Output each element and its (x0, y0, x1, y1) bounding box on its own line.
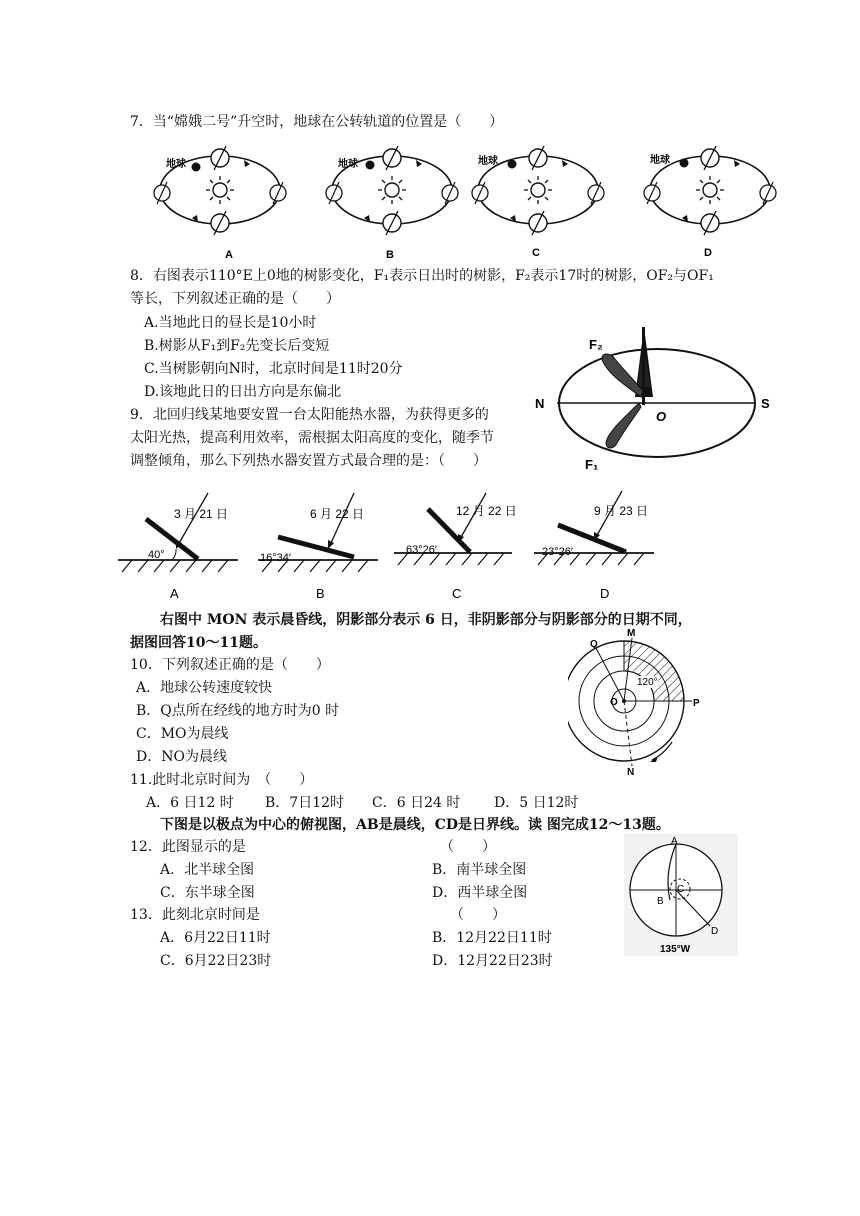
orbit-option-a (154, 146, 286, 261)
q12-option-b: B．南半球全图 (432, 862, 527, 878)
svg-text:F₁: F₁ (585, 457, 599, 472)
q8-option-d: D.该地此日的日出方向是东偏北 (144, 384, 342, 400)
q13-blank: （ ） (450, 907, 506, 923)
svg-text:地球: 地球 (166, 159, 186, 170)
svg-text:63°26′: 63°26′ (406, 544, 437, 556)
svg-text:135°W: 135°W (660, 944, 691, 955)
q9-heater-figure (110, 485, 750, 610)
svg-text:C: C (677, 884, 685, 895)
q8-option-b: B.树影从F₁到F₂先变长后变短 (144, 338, 330, 354)
q11-option-c: C．6 日24 时 (372, 795, 461, 811)
svg-text:O: O (656, 409, 667, 424)
q11-stem: 11.此时北京时间为 （ ） (130, 772, 314, 788)
q11-option-a: A．6 日12 时 (146, 795, 234, 811)
svg-text:D: D (704, 247, 712, 259)
svg-text:9 月 23 日: 9 月 23 日 (594, 504, 649, 518)
svg-text:23°26′: 23°26′ (542, 546, 573, 558)
svg-text:3 月 21 日: 3 月 21 日 (174, 507, 229, 521)
svg-text:A: A (671, 836, 678, 847)
svg-text:地球: 地球 (650, 155, 670, 166)
q12-blank: （ ） (440, 839, 496, 855)
q10-option-c: C．MO为晨线 (136, 726, 229, 742)
q13-option-c: C．6月22日23时 (160, 953, 272, 969)
svg-text:M: M (627, 628, 636, 639)
q9-stem-line1: 9．北回归线某地要安置一台太阳能热水器，为获得更多的 (130, 407, 489, 423)
q7-orbit-figure (150, 140, 800, 262)
heater-option-a (118, 493, 238, 601)
svg-text:120°: 120° (637, 677, 658, 688)
svg-text:N: N (627, 767, 635, 776)
q12-stem: 12．此图显示的是 (130, 839, 246, 855)
earth-dot-icon (366, 161, 375, 170)
q8-stem-line2: 等长，下列叙述正确的是（ ） (130, 291, 340, 307)
svg-text:A: A (225, 249, 233, 261)
orbit-option-d (644, 146, 776, 259)
svg-text:B: B (386, 249, 394, 261)
svg-text:B: B (657, 896, 664, 907)
svg-text:F₂: F₂ (589, 337, 603, 352)
q8-option-c: C.当树影朝向N时，北京时间是11时20分 (144, 361, 403, 377)
q10-option-b: B．Q点所在经线的地方时为0 时 (136, 703, 340, 719)
q13-option-d: D．12月22日23时 (432, 953, 553, 969)
q13-option-a: A．6月22日11时 (160, 930, 271, 946)
svg-text:12 月 22 日: 12 月 22 日 (456, 504, 517, 518)
svg-text:C: C (452, 586, 462, 601)
q13-option-b: B．12月22日11时 (432, 930, 552, 946)
q11-option-b: B．7日12时 (265, 795, 345, 811)
orbit-option-b (326, 146, 458, 261)
svg-text:地球: 地球 (338, 159, 358, 170)
earth-dot-icon (508, 160, 517, 169)
q9-stem-line2: 太阳光热，提高利用效率，需根据太阳高度的变化，随季节 (130, 430, 494, 446)
q12-option-d: D．西半球全图 (432, 885, 528, 901)
heater-option-b (258, 493, 378, 601)
q12-polar-view-figure (624, 834, 738, 956)
svg-text:P: P (693, 698, 700, 709)
svg-text:D: D (711, 926, 719, 937)
q8-tree-shadow-figure (533, 307, 778, 472)
q12-option-a: A．北半球全图 (160, 862, 255, 878)
q7-stem: 7．当“嫦娥二号”升空时，地球在公转轨道的位置是（ ） (130, 114, 504, 130)
svg-text:Q: Q (590, 639, 598, 650)
q9-stem-line3: 调整倾角，那么下列热水器安置方式最合理的是：（ ） (130, 453, 487, 469)
svg-text:S: S (761, 396, 770, 411)
svg-text:40°: 40° (148, 549, 165, 561)
svg-text:16°34′: 16°34′ (260, 552, 291, 564)
heater-option-c (394, 493, 517, 601)
earth-dot-icon (192, 163, 201, 172)
svg-text:A: A (170, 586, 179, 601)
svg-text:N: N (535, 396, 545, 411)
svg-text:地球: 地球 (478, 156, 498, 167)
q10-terminator-figure (568, 626, 720, 776)
q10-option-a: A．地球公转速度较快 (136, 680, 273, 696)
shadow-f1 (606, 403, 641, 448)
shadow-f2 (602, 354, 643, 397)
q10-stem: 10．下列叙述正确的是（ ） (130, 657, 330, 673)
q8-option-a: A.当地此日的昼长是10小时 (144, 315, 317, 331)
q11-option-d: D．5 日12时 (494, 795, 579, 811)
svg-text:6 月 22 日: 6 月 22 日 (310, 507, 365, 521)
orbit-option-c (472, 146, 604, 259)
q10-option-d: D．NO为晨线 (136, 749, 227, 765)
q12-option-c: C．东半球全图 (160, 885, 255, 901)
svg-text:D: D (600, 586, 610, 601)
intro-10-11-line1: 右图中 MON 表示晨昏线，阴影部分表示 6 日，非阴影部分与阴影部分的日期不同， (160, 612, 692, 628)
svg-text:O: O (610, 697, 618, 708)
q13-stem: 13．此刻北京时间是 (130, 907, 260, 923)
intro-10-11-line2: 据图回答10～11题。 (130, 635, 267, 651)
svg-text:B: B (316, 586, 325, 601)
earth-dot-icon (680, 159, 689, 168)
svg-text:C: C (532, 247, 540, 259)
heater-option-d (534, 491, 654, 601)
q8-stem-line1: 8．右图表示110°E上0地的树影变化，F₁表示日出时的树影，F₂表示17时的树影，OF₂与OF₁ (130, 268, 714, 284)
intro-12-13: 下图是以极点为中心的俯视图，AB是晨线，CD是日界线。读 图完成12～13题。 (160, 817, 670, 833)
